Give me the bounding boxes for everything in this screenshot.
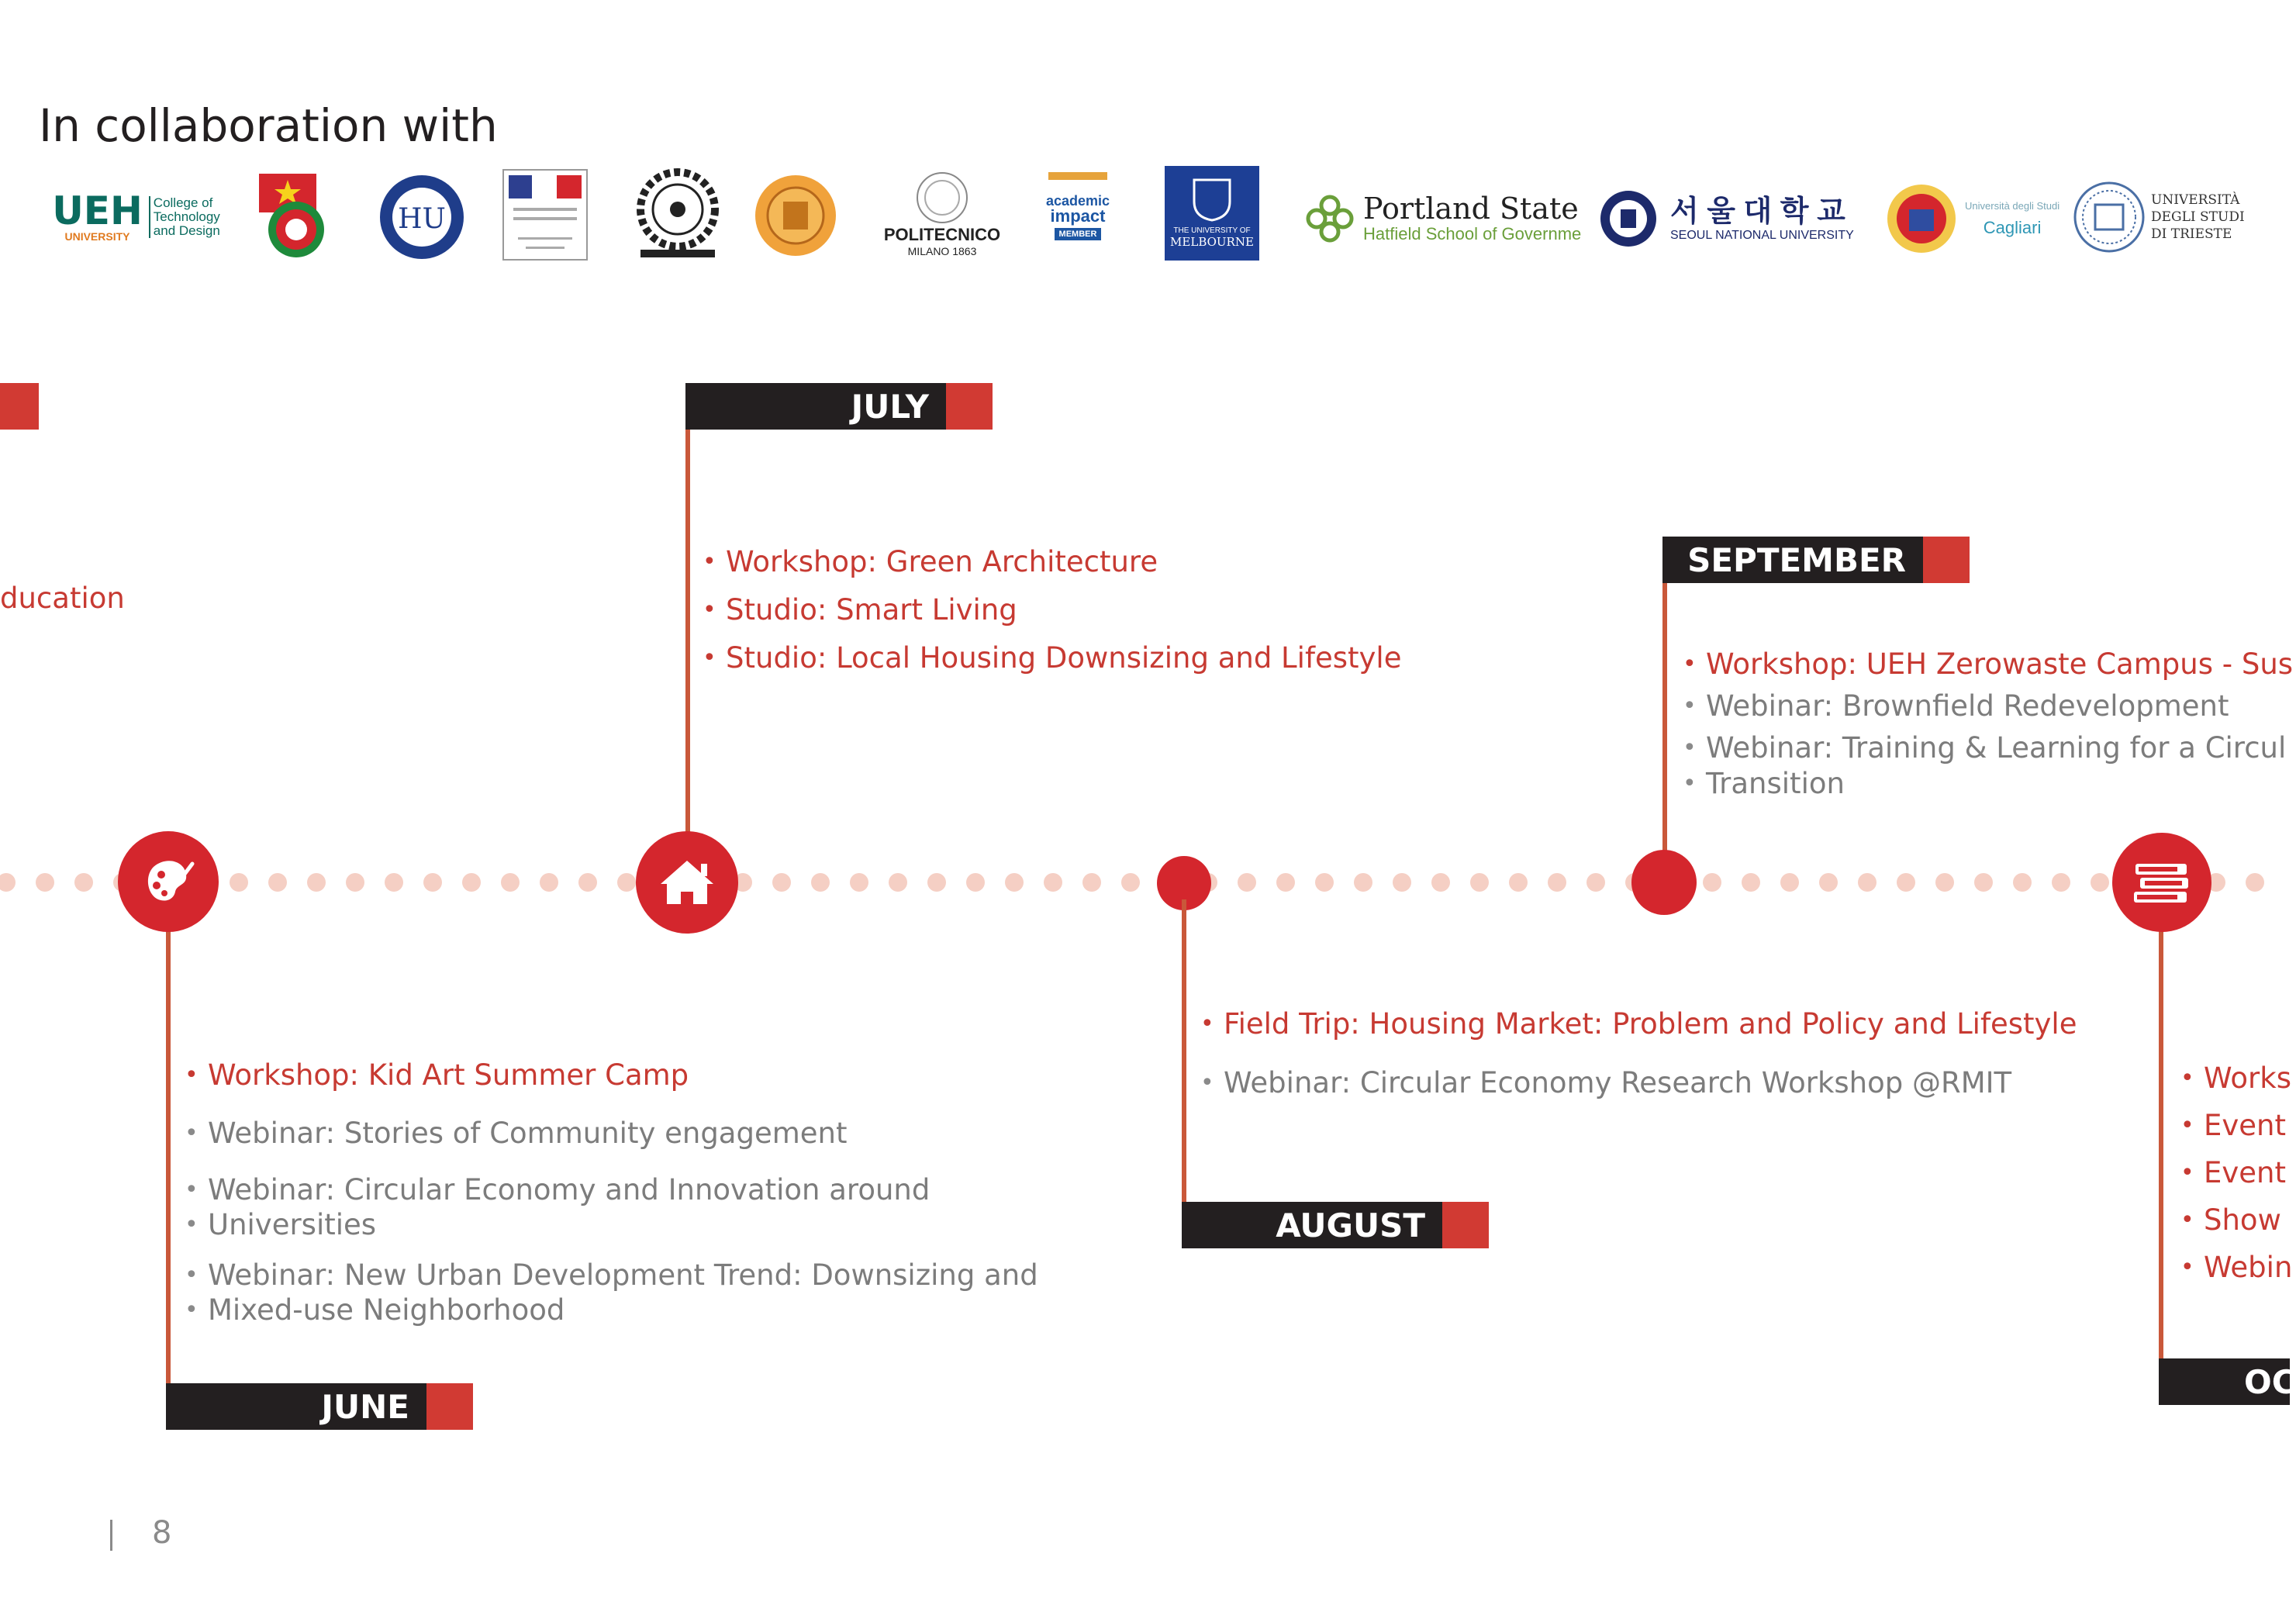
timeline-dot [36,873,54,892]
academic-impact-line2: impact [1050,206,1106,226]
timeline-dot [2013,873,2032,892]
timeline-dot [850,873,868,892]
list-item: • Studio: Local Housing Downsizing and Lifestyle [703,634,1401,682]
timeline-dot [1780,873,1799,892]
month-label-august-text: AUGUST [1276,1206,1425,1244]
timeline-dot [385,873,403,892]
cagliari-name: Cagliari [1983,217,2042,237]
timeline-dot [230,873,248,892]
politecnico-milano-logo [868,166,1016,262]
timeline-dot [1354,873,1372,892]
timeline-dot [268,873,287,892]
list-item: • Webin [2180,1244,2292,1291]
month-label-tab [1442,1202,1489,1248]
list-item-continuation [185,1207,1038,1242]
university-of-cagliari-logo [1886,183,2064,254]
list-item-continuation-text: Mixed-use Neighborhood [208,1293,565,1327]
timeline-dot [2091,873,2109,892]
list-item-continuation [1683,766,2293,802]
month-label-tab [426,1383,473,1430]
july-node [636,831,738,934]
list-item: • Webinar: Training & Learning for a Circul [1683,730,2293,766]
list-item: • Workshop: UEH Zerowaste Campus - Sus [1683,647,2293,682]
month-label-tab [1923,537,1970,583]
academic-impact-line1: academic [1045,193,1110,209]
timeline-dot [1974,873,1993,892]
list-item: • Workshop: Green Architecture [703,538,1401,586]
portland-state-logo [1306,189,1585,248]
timeline-dot [346,873,364,892]
october-connector-line [2159,923,2163,1363]
may-partial-item: ducation [0,582,125,615]
timeline-dot [927,873,946,892]
august-activity-list [1200,1006,2077,1101]
list-item-continuation-text: Transition [1706,767,1845,800]
list-item: • Field Trip: Housing Market: Problem and Policy and Lifestyle [1200,1006,2077,1042]
list-item: • Studio: Smart Living [703,586,1401,634]
section-heading: In collaboration with [39,99,498,152]
list-item-continuation [185,1293,1038,1327]
timeline-dot [1548,873,1566,892]
timeline-dot [617,873,636,892]
list-item: • Event [2180,1102,2292,1149]
snu-korean-name: 서 울 대 학 교 [1670,195,1845,228]
timeline-dot [1238,873,1256,892]
ueh-logo-text2: Technology [153,209,220,224]
september-activity-list [1683,647,2293,802]
month-label-august [1182,1202,1489,1248]
timeline-dot [1509,873,1528,892]
list-item: • Webinar: Stories of Community engagement [185,1116,1038,1151]
list-item: • Event [2180,1149,2292,1196]
october-activity-list [2180,1055,2292,1291]
timeline-dot [1431,873,1450,892]
month-label-june-text: JUNE [321,1387,409,1426]
timeline-dot [1121,873,1140,892]
timeline-dot [772,873,791,892]
timeline-dot [1897,873,1915,892]
trieste-line3: DI TRIESTE [2151,226,2232,242]
timeline-dot [1005,873,1024,892]
timeline-dot [2052,873,2070,892]
university-of-melbourne-logo [1165,166,1259,261]
list-item: • Workshop: Kid Art Summer Camp [185,1058,1038,1093]
timeline-dot [889,873,907,892]
thammasat-university-logo [754,174,837,257]
ueh-logo-abbr: UEH [52,188,143,233]
month-label-october [2159,1358,2296,1405]
page-number: 8 [152,1515,172,1551]
timeline-dot [307,873,326,892]
timeline-dot [2246,873,2264,892]
house-icon [636,831,738,934]
books-icon [2112,833,2211,932]
june-activity-list [185,1058,1038,1327]
month-label-tab [946,383,993,430]
engineering-college-logo [637,169,718,261]
august-connector-line [1182,899,1186,1205]
timeline-dot [1819,873,1838,892]
timeline-dot [0,873,16,892]
september-connector-line [1662,583,1667,854]
timeline-dot [1858,873,1877,892]
timeline-dot [578,873,597,892]
timeline-dot [966,873,985,892]
trieste-line1: UNIVERSITÀ [2151,192,2240,208]
month-label-june [166,1383,473,1430]
month-label-july [685,383,993,430]
polimi-name: POLITECNICO [883,225,1001,244]
month-label-september [1662,537,1970,583]
list-item: • Webinar: Circular Economy Research Workshop @RMIT [1200,1065,2077,1101]
timeline-dot [1703,873,1721,892]
polimi-sub: MILANO 1863 [907,245,977,257]
ueh-logo [45,186,227,248]
timeline-dot [1315,873,1334,892]
timeline-dot [1393,873,1411,892]
timeline-dot [1082,873,1101,892]
youth-union-logo [256,169,337,261]
list-item: • Works [2180,1055,2292,1102]
portland-state-sub: Hatfield School of Governme [1363,224,1582,243]
svg-text:HU: HU [398,203,446,235]
june-node [118,831,219,932]
july-connector-line [685,430,690,848]
trieste-line2: DEGLI STUDI [2151,209,2245,225]
ueh-logo-sub: UNIVERSITY [64,230,130,243]
timeline-dot [1586,873,1605,892]
ueh-logo-text1: College of [153,195,213,210]
academic-impact-line3: MEMBER [1055,228,1102,240]
list-item: • Webinar: Circular Economy and Innovation around [185,1172,1038,1207]
month-label-july-text: JULY [851,387,929,426]
september-node [1631,850,1697,915]
timeline-dot [1044,873,1062,892]
academic-impact-logo [1045,172,1110,259]
month-label-october-text: OC [2244,1362,2296,1401]
seoul-national-university-logo [1599,188,1870,250]
ueh-logo-text3: and Design [153,223,220,238]
snu-english-name: SEOUL NATIONAL UNIVERSITY [1670,229,1854,242]
hoa-sen-global-university-logo [378,174,465,261]
list-item: • Webinar: New Urban Development Trend: Downsizing and [185,1258,1038,1293]
timeline-dot [1935,873,1954,892]
july-activity-list [703,538,1401,682]
timeline-dot [74,873,93,892]
october-node [2112,833,2211,932]
timeline-dot [540,873,558,892]
timeline-dotted-line [0,872,2290,893]
timeline-dot [1276,873,1295,892]
paint-palette-icon [118,831,219,932]
month-label-may-partial [0,383,39,430]
list-item-continuation-text: Universities [208,1208,377,1241]
list-item: • Webinar: Brownfield Redevelopment [1683,689,2293,724]
melbourne-line1: THE UNIVERSITY OF [1173,226,1251,235]
list-item: • Show [2180,1196,2292,1244]
timeline-dot [423,873,442,892]
timeline-dot [811,873,830,892]
june-connector-line [166,923,171,1388]
french-embassy-logo [502,169,588,261]
month-label-september-text: SEPTEMBER [1687,540,1906,579]
timeline-dot [1470,873,1489,892]
portland-state-name: Portland State [1363,192,1579,226]
timeline-dot [462,873,481,892]
page-number-divider [110,1520,112,1551]
cagliari-top: Università degli Studi [1965,199,2060,212]
timeline-dot [1742,873,1760,892]
timeline-dot [501,873,520,892]
university-of-trieste-logo [2073,180,2275,254]
melbourne-line2: MELBOURNE [1170,234,1254,249]
